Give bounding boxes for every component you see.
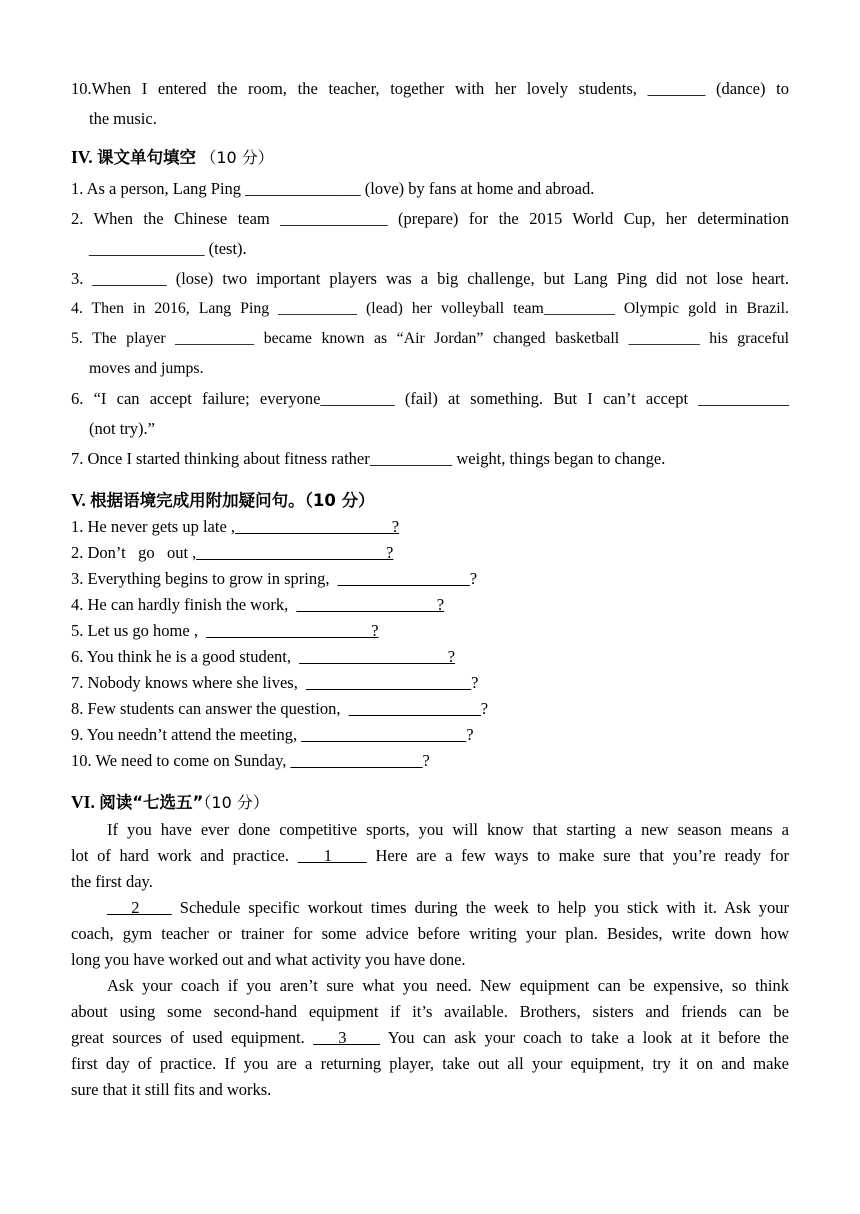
paragraph-line: first day of practice. If you are a returning player, take out all your equipment, try it on and make <box>71 1054 789 1073</box>
paragraph-text: You can ask your coach to take a look at it before the <box>387 1028 790 1047</box>
section-v-item-9 <box>71 724 789 746</box>
question-mark: ? <box>469 569 478 588</box>
section-v-points: （10 分） <box>304 491 375 510</box>
question-10-line2: the music. <box>89 109 157 128</box>
section-v-item-1 <box>71 516 789 538</box>
answer-blank[interactable]: ____________________ <box>301 725 467 744</box>
question-mark: ? <box>422 751 430 770</box>
section-v-item-10 <box>71 750 789 772</box>
section-vi-heading <box>71 790 269 815</box>
section-iv-item-4: 4. Then in 2016, Lang Ping __________ (lead) her volleyball team_________ Olympic gold in Brazil. <box>71 300 789 317</box>
section-iv-title: 课文单句填空 <box>96 148 196 167</box>
answer-blank[interactable]: _______________________ <box>196 543 387 562</box>
paragraph-text: Here are a few ways to make sure that you’re ready for <box>375 846 790 865</box>
passage-paragraph-2 <box>71 895 789 973</box>
section-v-item-6 <box>71 646 789 668</box>
answer-blank[interactable]: __________________ <box>299 647 448 666</box>
section-iv-item-7: 7. Once I started thinking about fitness rather__________ weight, things began to change. <box>71 449 666 468</box>
paragraph-line <box>71 843 789 869</box>
passage-paragraph-3 <box>71 973 789 1103</box>
passage-paragraph-1 <box>71 817 789 895</box>
question-mark: ? <box>466 725 474 744</box>
section-iv-item-2-line2: ______________ (test). <box>89 239 247 258</box>
section-v-heading <box>71 488 375 513</box>
paragraph-line: coach, gym teacher or trainer for some advice before writing your plan. Besides, write down how <box>71 924 789 943</box>
paragraph-line: about using some second-hand equipment if it’s available. Brothers, sisters and friends can be <box>71 1002 789 1021</box>
section-v-item-2 <box>71 542 789 564</box>
paragraph-line: long you have worked out and what activity you have done. <box>71 950 466 969</box>
paragraph-line: If you have ever done competitive sports, you will know that starting a new season means a <box>107 820 789 839</box>
question-mark: ? <box>447 647 456 666</box>
section-v-title: 根据语境完成用附加疑问句。 <box>90 491 305 510</box>
tag-question-prompt: 5. Let us go home , <box>71 621 207 640</box>
paragraph-line <box>71 895 789 921</box>
tag-question-prompt: 10. We need to come on Sunday, <box>71 751 291 770</box>
section-v-item-4 <box>71 594 789 616</box>
section-vi-title: 阅读“七选五” <box>99 793 204 812</box>
tag-question-prompt: 2. Don’t go out , <box>71 543 197 562</box>
section-vi-number: VI. <box>71 792 95 812</box>
tag-question-prompt: 1. He never gets up late , <box>71 517 236 536</box>
answer-blank[interactable]: ________________ <box>337 569 470 588</box>
question-mark: ? <box>386 543 394 562</box>
answer-blank-3[interactable]: 3 <box>313 1028 381 1047</box>
section-v-item-8 <box>71 698 789 720</box>
answer-blank-1[interactable]: 1 <box>297 846 367 865</box>
paragraph-text: lot of hard work and practice. <box>71 846 290 865</box>
question-mark: ? <box>371 621 379 640</box>
section-iv-item-6-line1: 6. “I can accept failure; everyone_________ (fail) at something. But I can’t accept ___________ <box>71 389 789 408</box>
paragraph-line <box>71 1025 789 1051</box>
section-v-item-7 <box>71 672 789 694</box>
section-iv-item-5-line2: moves and jumps. <box>89 360 204 377</box>
paragraph-text: Schedule specific workout times during the week to help you stick with it. Ask your <box>179 898 790 917</box>
tag-question-prompt: 8. Few students can answer the question, <box>71 699 349 718</box>
answer-blank[interactable]: ____________________ <box>206 621 372 640</box>
paragraph-text: great sources of used equipment. <box>71 1028 305 1047</box>
answer-blank[interactable]: ____________________ <box>306 673 472 692</box>
tag-question-prompt: 7. Nobody knows where she lives, <box>71 673 307 692</box>
section-iv-item-3: 3. _________ (lose) two important players was a big challenge, but Lang Ping did not lose heart. <box>71 269 789 288</box>
question-mark: ? <box>436 595 445 614</box>
answer-blank[interactable]: ________________ <box>348 699 481 718</box>
answer-blank[interactable]: ___________________ <box>235 517 392 536</box>
section-v-number: V. <box>71 490 86 510</box>
section-iv-item-6-line2: (not try).” <box>89 419 155 438</box>
section-v-item-3 <box>71 568 789 590</box>
section-v-item-5 <box>71 620 789 642</box>
paragraph-line: the first day. <box>71 872 153 891</box>
section-iv-item-1: 1. As a person, Lang Ping ______________ (love) by fans at home and abroad. <box>71 179 595 198</box>
tag-question-prompt: 3. Everything begins to grow in spring, <box>71 569 338 588</box>
tag-question-prompt: 4. He can hardly finish the work, <box>71 595 297 614</box>
question-mark: ? <box>391 517 400 536</box>
answer-blank[interactable]: ________________ <box>290 751 423 770</box>
paragraph-line: sure that it still fits and works. <box>71 1080 272 1099</box>
section-iv-points: （10 分） <box>200 148 274 167</box>
question-mark: ? <box>480 699 489 718</box>
section-iv-number: IV. <box>71 147 93 167</box>
tag-question-prompt: 9. You needn’t attend the meeting, <box>71 725 302 744</box>
section-vi-points: （10 分） <box>203 793 269 812</box>
question-10-line1: 10.When I entered the room, the teacher, together with her lovely students, _______ (dance) to <box>71 79 789 98</box>
section-iv-heading <box>71 145 274 170</box>
tag-question-prompt: 6. You think he is a good student, <box>71 647 300 666</box>
section-iv-item-2-line1: 2. When the Chinese team _____________ (prepare) for the 2015 World Cup, her determination <box>71 209 789 228</box>
answer-blank[interactable]: _________________ <box>296 595 437 614</box>
answer-blank-2[interactable]: 2 <box>107 898 172 917</box>
question-mark: ? <box>471 673 479 692</box>
paragraph-line: Ask your coach if you aren’t sure what you need. New equipment can be expensive, so think <box>107 976 789 995</box>
section-iv-item-5-line1: 5. The player __________ became known as “Air Jordan” changed basketball _________ his graceful <box>71 330 789 347</box>
